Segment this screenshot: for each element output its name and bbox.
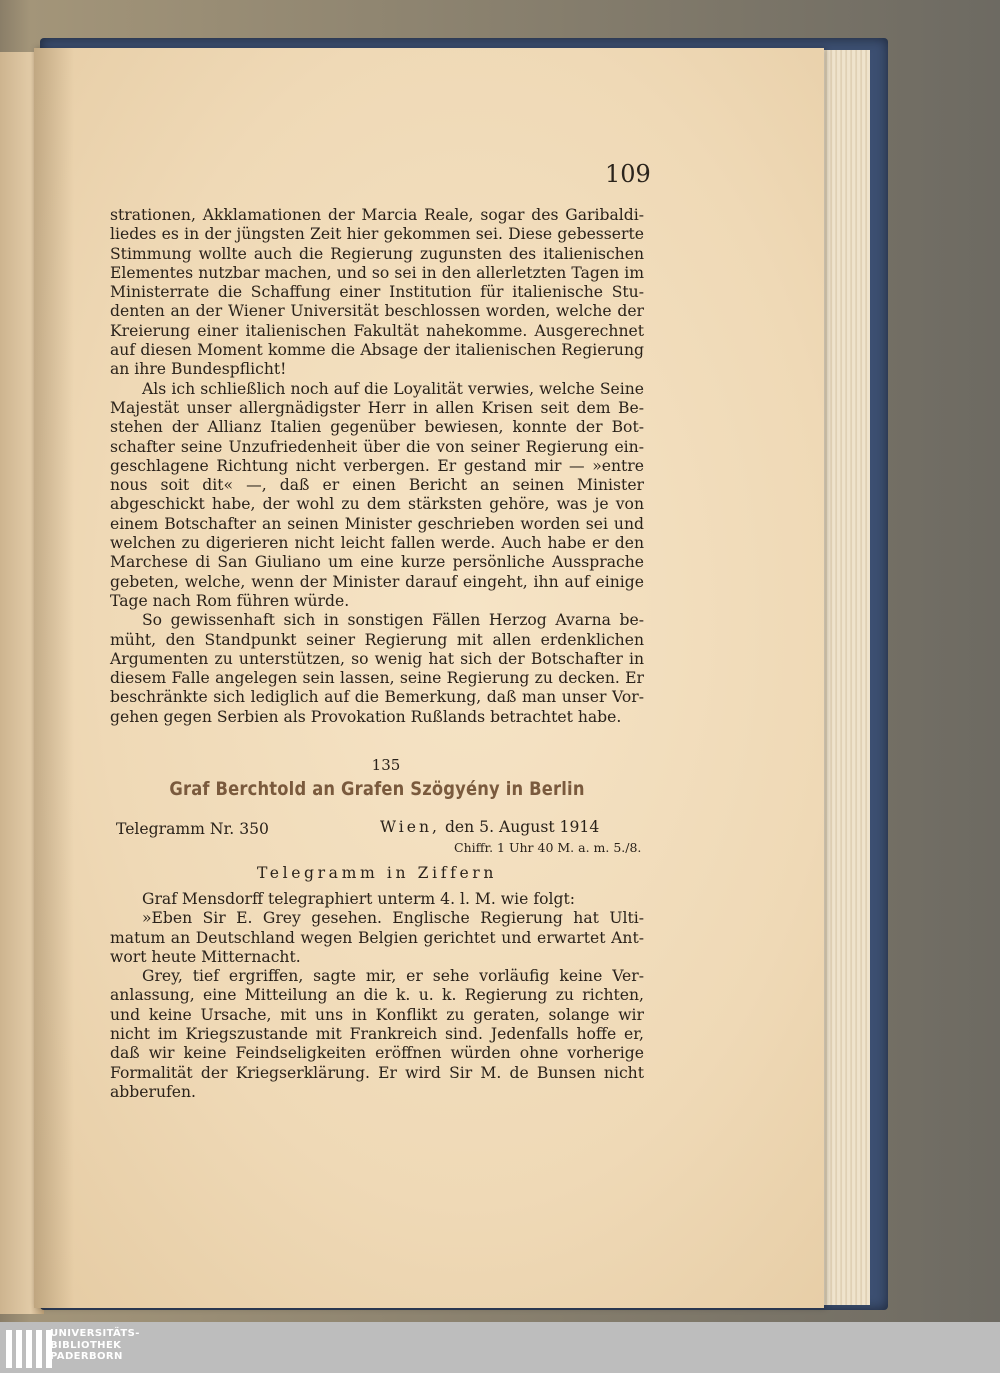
- paragraph: Graf Mensdorff telegraphiert unterm 4. l. M. wie folgt:: [142, 890, 575, 908]
- page-number: 109: [605, 160, 651, 188]
- document-heading: Graf Berchtold an Grafen Szögyény in Berlin: [169, 778, 585, 800]
- telegram-text: [110, 890, 644, 1102]
- footer-bar: [0, 1322, 1000, 1373]
- cipher-note: Chiffr. 1 Uhr 40 M. a. m. 5./8.: [454, 840, 642, 855]
- paragraph: »Eben Sir E. Grey gesehen. Englische Regierung hat Ultimatum an Deutschland wegen Belgien gerichtet und erwartet Antwort heute Mitternacht.: [110, 909, 644, 966]
- paragraph: Als ich schließlich noch auf die Loyalität verwies, welche Seine Majestät unser allergnädigster Herr in allen Krisen seit dem Bestehen der Allianz Italien gegenüber bewiesen, konnte der Botschafter seine Unzufriedenheit über die von seiner Regierung eingeschlagene Richtung nicht verbergen. Er gestand mir — »entre nous soit dit« —, daß er einen Bericht an seinen Minister abgeschickt habe, der wohl zu dem stärksten gehöre, was je von einem Botschafter an seinen Minister geschrieben worden sei und welchen zu digerieren nicht leicht fallen werde. Auch habe er den Marchese di San Giuliano um eine kurze persönliche Aussprache gebeten, welche, wenn der Minister darauf eingeht, ihn auf einige Tage nach Rom führen würde.: [110, 379, 644, 610]
- paragraph: strationen, Akklamationen der Marcia Reale, sogar des Garibaldiliedes es in der jüngsten Zeit hier gekommen sei. Diese gebesserte Stimmung wollte auch die Regierung zugunsten des italienischen Elementes nutzbar machen, und so sei in den allerletzten Tagen im Ministerrate die Schaffung einer Institution für italienische Studenten an der Wiener Universität beschlossen worden, welche der Kreierung einer italienischen Fakultät nahekomme. Ausgerechnet auf diesen Moment komme die Absage der italienischen Regierung an ihre Bundespflicht!: [110, 206, 644, 379]
- telegram-date: den 5. August 1914: [444, 818, 600, 836]
- logo-line: UNIVERSITÄTS-: [50, 1328, 140, 1339]
- continuation-text: [110, 206, 644, 727]
- telegram-place-date: [380, 818, 599, 836]
- library-logo-icon: [6, 1330, 52, 1368]
- telegram-subtitle: Telegramm in Ziffern: [257, 864, 497, 882]
- document-number: 135: [371, 756, 401, 774]
- spine-shadow: [34, 48, 74, 1308]
- telegram-number: Telegramm Nr. 350: [116, 820, 269, 838]
- paragraph: So gewissenhaft sich in sonstigen Fällen Herzog Avarna bemüht, den Standpunkt seiner Regierung mit allen erdenklichen Argumenten zu unterstützen, so wenig hat sich der Botschafter in diesem Falle angelegen sein lassen, seine Regierung zu decken. Er beschränkte sich lediglich auf die Bemerkung, daß man unser Vorgehen gegen Serbien als Provokation Rußlands betrachtet habe.: [110, 611, 644, 726]
- telegram-place: Wien,: [380, 818, 440, 836]
- book-page: [34, 48, 824, 1308]
- logo-line: BIBLIOTHEK: [50, 1339, 122, 1351]
- library-logo-text: [50, 1328, 140, 1363]
- paragraph: Grey, tief ergriffen, sagte mir, er sehe vorläufig keine Veranlassung, eine Mitteilung an die k. u. k. Regierung zu richten, und keine Ursache, mit uns in Konflikt zu geraten, solange wir nicht im Kriegszustande mit Frankreich sind. Jedenfalls hoffe er, daß wir keine Feindseligkeiten eröffnen würden ohne vorherige Formalität der Kriegserklärung. Er wird Sir M. de Bunsen nicht abberufen.: [110, 967, 644, 1101]
- logo-line: PADERBORN: [50, 1351, 123, 1362]
